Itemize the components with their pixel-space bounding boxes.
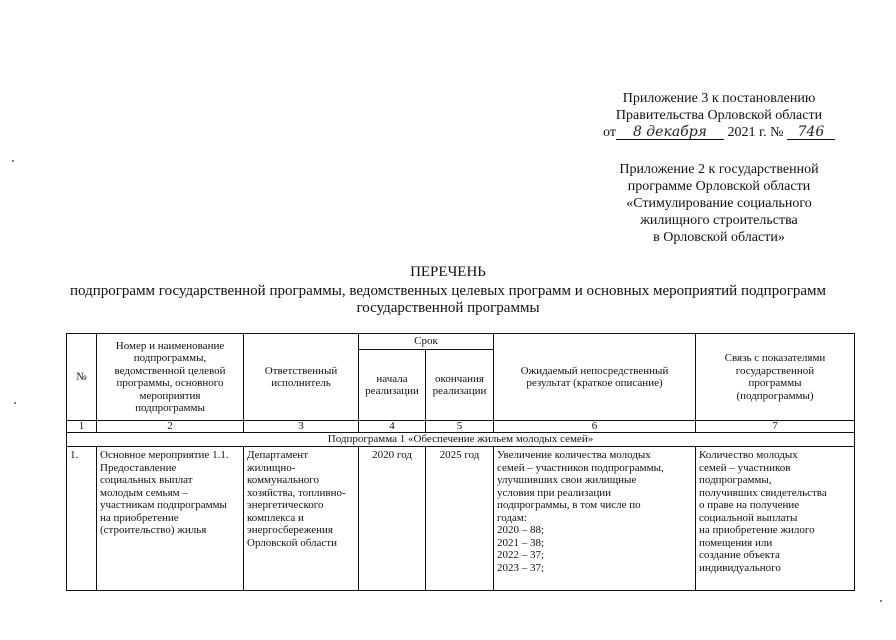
header-link-line: государственной bbox=[735, 364, 815, 377]
row-name-line: Предоставление bbox=[100, 461, 177, 474]
row-name-line: Основное мероприятие 1.1. bbox=[100, 449, 229, 461]
row-result-line: подпрограммы, в том числе по bbox=[497, 499, 641, 511]
row-link-line: индивидуального bbox=[699, 561, 781, 574]
column-number: 1 bbox=[67, 421, 97, 433]
row-result-line: годам: bbox=[497, 511, 527, 524]
header-start-line: начала bbox=[376, 372, 408, 385]
row-link-line: социальной выплаты bbox=[699, 511, 798, 524]
row-name-line: участникам подпрограммы bbox=[100, 499, 227, 511]
handwritten-number: 746 bbox=[787, 125, 835, 140]
row-start: 2020 год bbox=[359, 447, 426, 591]
row-result-line: 2021 – 38; bbox=[497, 536, 545, 549]
appendix-3-header bbox=[588, 90, 850, 141]
row-link-line: помещения или bbox=[699, 536, 773, 549]
appendix-2-line: программе Орловской области bbox=[627, 179, 811, 194]
scan-speck bbox=[880, 600, 882, 602]
column-numbers-row bbox=[67, 421, 855, 433]
row-executor-line: комплекса и bbox=[247, 511, 304, 524]
header-term: Срок bbox=[359, 334, 494, 350]
header-name-line: мероприятия bbox=[139, 389, 201, 402]
appendix-3-date-line bbox=[588, 124, 850, 141]
header-name-line: подпрограммы, bbox=[133, 352, 207, 364]
section-title: Подпрограмма 1 «Обеспечение жильем молодых семей» bbox=[67, 433, 855, 447]
row-executor bbox=[244, 447, 359, 591]
row-name bbox=[97, 447, 244, 591]
year-text: 2021 г. № bbox=[727, 125, 784, 140]
header-end bbox=[426, 350, 494, 421]
header-link-line: Связь с показателями bbox=[724, 352, 826, 364]
appendix-2-line: жилищного строительства bbox=[640, 213, 798, 228]
subtitle-line: государственной программы bbox=[356, 300, 540, 316]
row-result-line: улучшивших свои жилищные bbox=[497, 474, 637, 486]
row-link-line: создание объекта bbox=[699, 549, 780, 561]
header-start-line: реализации bbox=[365, 385, 419, 397]
row-executor-line: энергетического bbox=[247, 499, 324, 511]
table-row bbox=[67, 447, 855, 591]
row-end: 2025 год bbox=[426, 447, 494, 591]
appendix-2-line: Приложение 2 к государственной bbox=[619, 162, 819, 177]
document-title: ПЕРЕЧЕНЬ bbox=[410, 264, 486, 280]
row-result-line: условия при реализации bbox=[497, 486, 612, 499]
column-number: 3 bbox=[244, 421, 359, 433]
scan-speck bbox=[14, 402, 16, 404]
row-name-line: на приобретение bbox=[100, 511, 179, 524]
row-executor-line: Орловской области bbox=[247, 536, 337, 549]
appendix-3-line-1: Приложение 3 к постановлению bbox=[622, 91, 816, 106]
date-prefix: от bbox=[603, 125, 616, 140]
row-link-line: подпрограммы, bbox=[699, 474, 772, 486]
row-link-line: на приобретение жилого bbox=[699, 524, 815, 536]
column-number: 4 bbox=[359, 421, 426, 433]
header-link-line: (подпрограммы) bbox=[736, 389, 814, 402]
row-link-line: получивших свидетельства bbox=[699, 486, 827, 499]
column-number: 6 bbox=[494, 421, 696, 433]
row-result-line: Увеличение количества молодых bbox=[497, 449, 651, 461]
row-link-line: о праве на получение bbox=[699, 499, 800, 511]
document-subtitle bbox=[40, 283, 856, 317]
appendix-3-line-2: Правительства Орловской области bbox=[615, 108, 823, 123]
row-executor-line: коммунального bbox=[247, 474, 319, 486]
header-name-line: программы, основного bbox=[116, 377, 224, 389]
row-executor-line: энергосбережения bbox=[247, 524, 333, 536]
row-result bbox=[494, 447, 696, 591]
header-num: № bbox=[67, 334, 97, 421]
header-result bbox=[494, 334, 696, 421]
row-link-line: Количество молодых bbox=[699, 449, 798, 461]
header-name-line: Номер и наименование bbox=[115, 339, 225, 352]
handwritten-date: 8 декабря bbox=[616, 125, 724, 140]
row-result-line: 2020 – 88; bbox=[497, 524, 545, 536]
row-name-line: социальных выплат bbox=[100, 474, 193, 486]
column-number: 5 bbox=[426, 421, 494, 433]
header-executor-line: Ответственный bbox=[264, 364, 338, 377]
header-end-line: окончания bbox=[435, 372, 484, 385]
header-executor bbox=[244, 334, 359, 421]
header-link-line: программы bbox=[748, 377, 802, 389]
row-result-line: семей – участников подпрограммы, bbox=[497, 461, 664, 474]
subtitle-line: подпрограмм государственной программы, ведомственных целевых программ и основных мероприятий подпрограмм bbox=[70, 283, 826, 299]
header-executor-line: исполнитель bbox=[271, 377, 331, 389]
row-link-line: семей – участников bbox=[699, 461, 791, 474]
header-name-line: подпрограммы bbox=[135, 402, 205, 414]
section-row bbox=[67, 433, 855, 447]
row-executor-line: Департамент bbox=[247, 449, 309, 461]
programs-table bbox=[66, 333, 855, 591]
row-result-line: 2022 – 37; bbox=[497, 549, 545, 561]
row-executor-line: хозяйства, топливно- bbox=[247, 486, 346, 499]
column-number: 7 bbox=[696, 421, 855, 433]
header-end-line: реализации bbox=[432, 385, 487, 397]
row-num: 1. bbox=[67, 447, 97, 591]
header-row bbox=[67, 334, 855, 350]
header-result-line: результат (краткое описание) bbox=[526, 377, 663, 389]
row-executor-line: жилищно- bbox=[247, 461, 296, 474]
row-name-line: молодым семьям – bbox=[100, 486, 188, 499]
row-result-line: 2023 – 37; bbox=[497, 561, 545, 574]
scan-speck bbox=[12, 160, 14, 162]
appendix-2-line: в Орловской области» bbox=[653, 230, 785, 245]
appendix-2-line: «Стимулирование социального bbox=[626, 196, 812, 211]
column-number: 2 bbox=[97, 421, 244, 433]
row-name-line: (строительство) жилья bbox=[100, 524, 207, 536]
header-start bbox=[359, 350, 426, 421]
header-name bbox=[97, 334, 244, 421]
header-name-line: ведомственной целевой bbox=[114, 364, 226, 377]
row-link bbox=[696, 447, 855, 591]
header-result-line: Ожидаемый непосредственный bbox=[520, 364, 669, 377]
appendix-2-header bbox=[588, 161, 850, 246]
header-link bbox=[696, 334, 855, 421]
